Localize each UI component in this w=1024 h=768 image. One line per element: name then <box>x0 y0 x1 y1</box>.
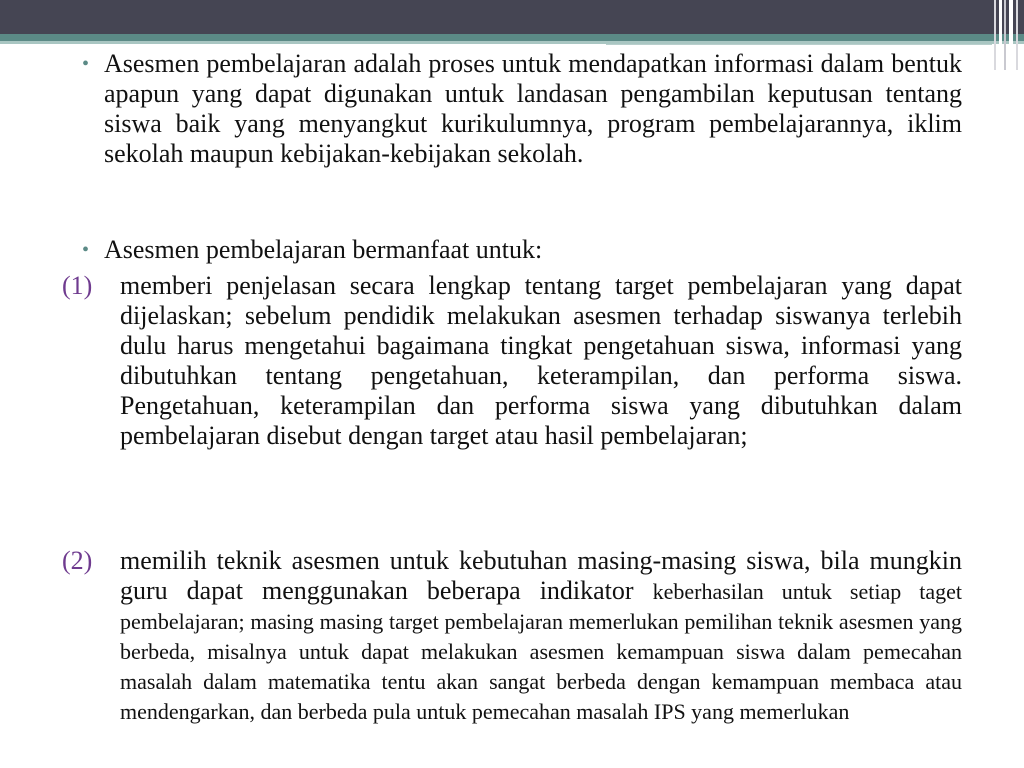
bullet-icon: • <box>82 239 90 261</box>
numbered-item-2-large-text: memilih teknik asesmen untuk kebutuhan masing-masing siswa, bila mungkin guru dapat menggunakan beberapa indikator <box>120 546 962 605</box>
numbered-item-1: memberi penjelasan secara lengkap tentang target pembelajaran yang dapat dijelaskan; sebelum pendidik melakukan asesmen terhadap siswanya terlebih dulu harus mengetahui bagaimana tingkat pengetahuan siswa, informasi yang dibutuhkan tentang pengetahuan, keterampilan, dan performa siswa. Pengetahuan, keterampilan dan performa siswa yang dibutuhkan dalam pembelajaran disebut dengan target atau hasil pembelajaran; <box>120 271 962 450</box>
numbered-item-2-small-text: keberhasilan untuk setiap taget pembelajaran; masing masing target pembelajaran memerlukan pemilihan teknik asesmen yang berbeda, misalnya untuk dapat melakukan asesmen kemampuan siswa dalam pemecahan masalah dalam matematika tentu akan sangat berbeda dengan kemampuan membaca atau mendengarkan, dan berbeda pula untuk pemecahan masalah IPS yang memerlukan <box>120 579 963 724</box>
list-number-1: (1) <box>62 271 93 300</box>
bullet-paragraph-1: Asesmen pembelajaran adalah proses untuk mendapatkan informasi dalam bentuk apapun yang dapat digunakan untuk landasan pengambilan keputusan tentang siswa baik yang menyangkut kurikulumnya, program pembelajarannya, iklim sekolah maupun kebijakan-kebijakan sekolah. <box>104 49 962 168</box>
bullet-paragraph-2: Asesmen pembelajaran bermanfaat untuk: <box>104 235 543 264</box>
list-number-2: (2) <box>62 546 93 575</box>
bullet-icon: • <box>82 53 90 75</box>
numbered-item-2 <box>120 546 962 726</box>
